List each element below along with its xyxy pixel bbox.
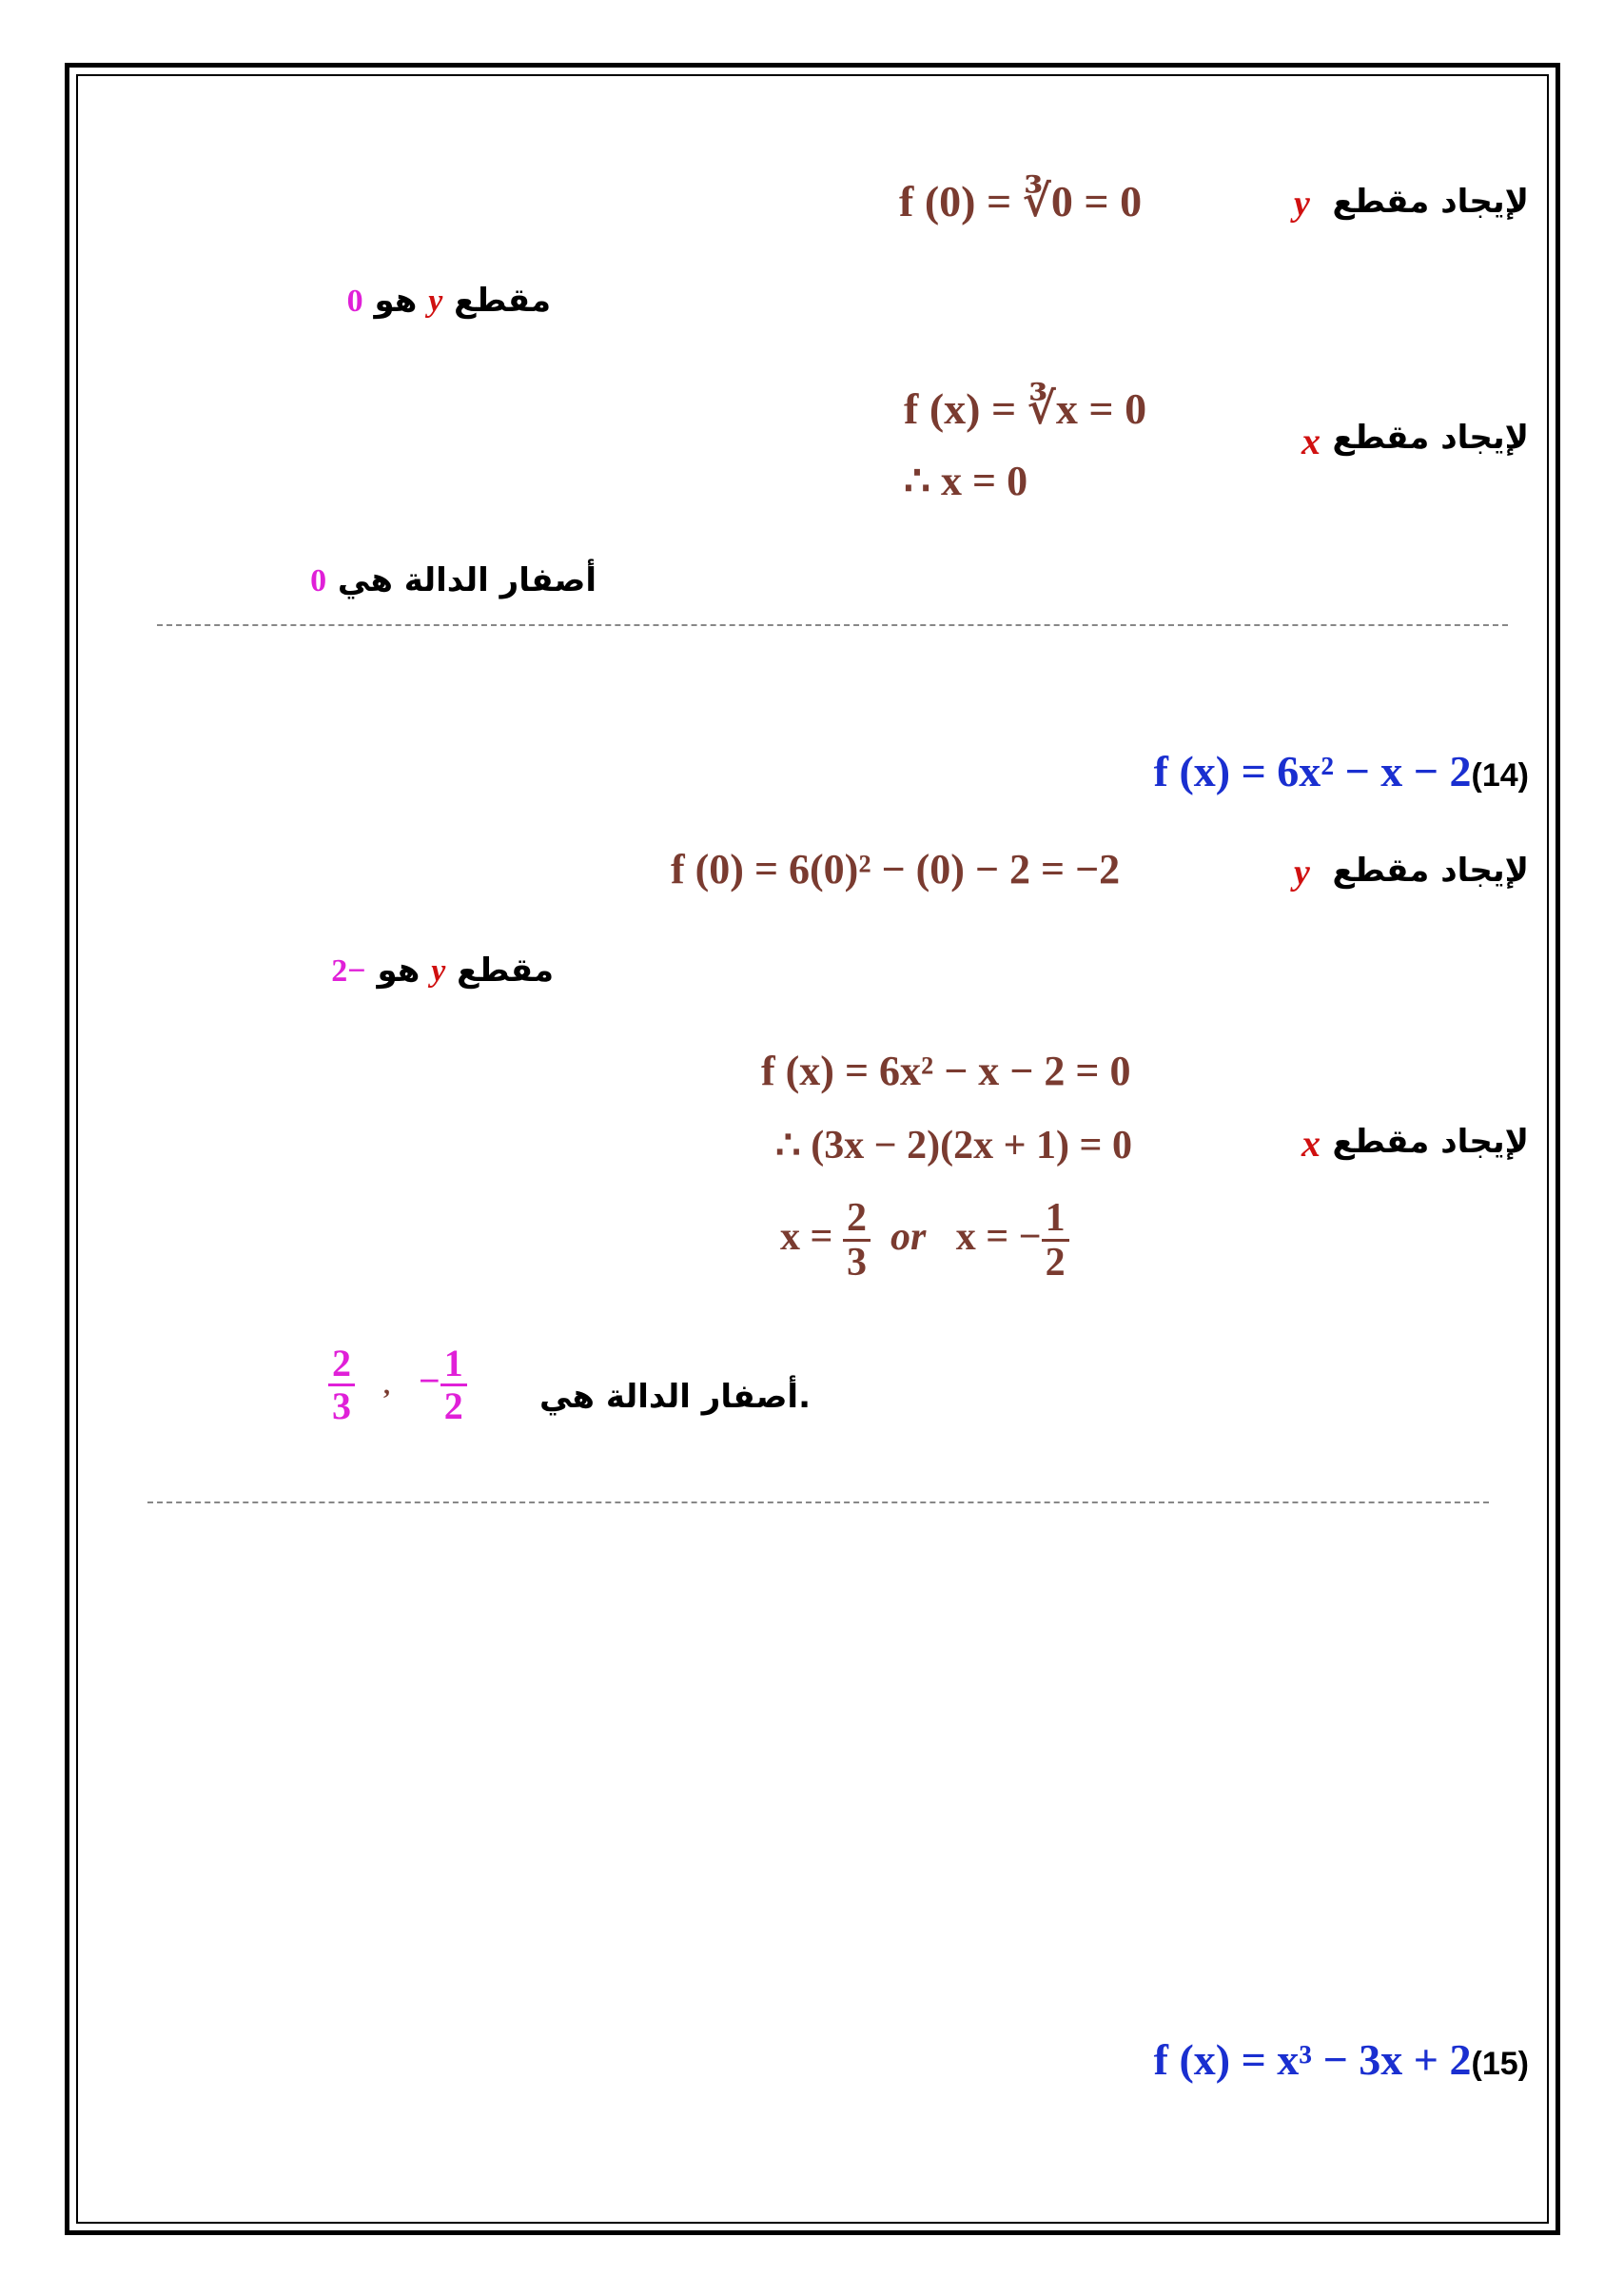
p14-zeros-text: .أصفار الدالة هي: [539, 1378, 811, 1416]
zeros-value: 0: [310, 563, 327, 599]
x-intercept-label: لإيجاد مقطع: [1332, 419, 1529, 457]
p14-x-equation-1: f (x) = 6x² − x − 2 = 0: [761, 1048, 1131, 1094]
p14-zero-two-thirds: $\frac{2}{3}$: [328, 1344, 355, 1426]
p14-y-result-label: مقطع: [457, 952, 554, 990]
p14-zeros-minus: −: [419, 1359, 440, 1403]
zeros-statement: [310, 561, 597, 599]
y-result-word: هو: [374, 282, 418, 320]
p14-y-result-word: هو: [377, 952, 421, 990]
problem-15-number: (15): [1471, 2046, 1529, 2082]
x-variable: x: [1301, 420, 1321, 462]
y-result-var: y: [428, 284, 443, 319]
y-result-value: 0: [346, 284, 363, 319]
p14-y-variable: y: [1294, 853, 1310, 893]
problem-14-number: (14): [1471, 757, 1529, 794]
p14-x-intercept-label: لإيجاد مقطع: [1332, 1123, 1529, 1161]
problem-15-function: f (x) = x³ − 3x + 2: [1153, 2035, 1472, 2084]
problem-14-header: [1154, 746, 1529, 796]
p14-y-result-var: y: [431, 953, 446, 989]
y-intercept-label: لإيجاد مقطع: [1332, 183, 1529, 221]
y-intercept-result: [347, 282, 551, 320]
y-variable: y: [1294, 184, 1310, 224]
p14-x-solutions: [780, 1197, 1069, 1284]
p14-zeros-values: [328, 1344, 467, 1426]
p14-zeros-separator: ,: [383, 1370, 390, 1401]
p14-y-intercept-label: لإيجاد مقطع: [1332, 852, 1529, 890]
p14-fraction-one-half: $\frac{1}{2}$: [1042, 1197, 1069, 1284]
x-intercept-equation-2: ∴ x = 0: [904, 458, 1028, 504]
separator-1: [157, 624, 1508, 626]
p14-fraction-two-thirds: $\frac{2}{3}$: [843, 1197, 871, 1284]
y-intercept-equation: f (0) = ∛0 = 0: [899, 177, 1143, 226]
p14-x-equation-2: ∴ (3x − 2)(2x + 1) = 0: [775, 1124, 1132, 1168]
problem-14-function: f (x) = 6x² − x − 2: [1153, 747, 1472, 795]
separator-2: [147, 1501, 1489, 1503]
p14-x-variable: x: [1301, 1122, 1321, 1165]
p14-y-intercept-result: [331, 952, 554, 990]
p14-y-intercept-equation: f (0) = 6(0)² − (0) − 2 = −2: [671, 846, 1121, 893]
p14-or: or: [890, 1215, 927, 1260]
x-intercept-equation-1: f (x) = ∛x = 0: [904, 384, 1147, 433]
p14-x-solution-rhs: x = −: [955, 1215, 1042, 1260]
problem-15-header: [1154, 2034, 1529, 2085]
zeros-text: أصفار الدالة هي: [337, 561, 597, 599]
p14-x-solution-lhs: x =: [780, 1215, 833, 1260]
p14-y-result-value: −2: [331, 953, 366, 989]
y-result-label: مقطع: [454, 282, 551, 320]
p14-zero-one-half: $\frac{1}{2}$: [440, 1344, 467, 1426]
